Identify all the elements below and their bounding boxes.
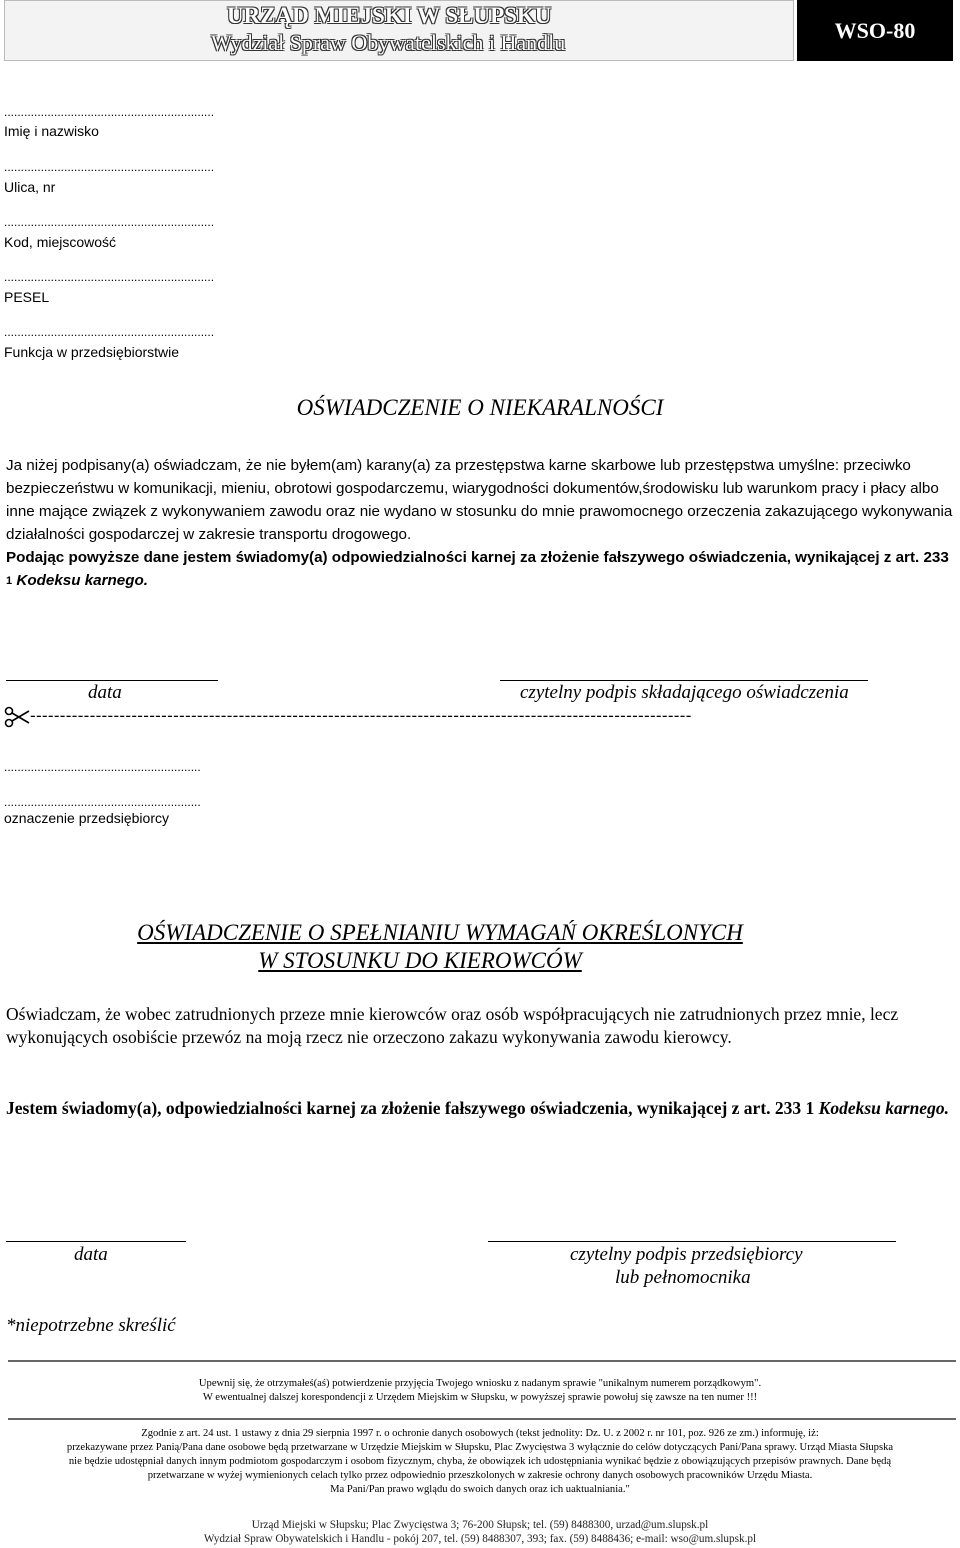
form-code-badge: WSO-80	[797, 0, 953, 61]
date-line-2[interactable]	[6, 1241, 186, 1242]
date-label-1: data	[88, 682, 122, 703]
field-pesel-label: PESEL	[4, 289, 50, 305]
field-city-line[interactable]: ...............................................................	[4, 215, 215, 229]
section-symbol: 1	[6, 575, 13, 587]
divider-middle	[8, 1418, 956, 1420]
privacy-line-4: przetwarzane w wyżej wymienionych celach tylko przez odpowiednio przeszkolonych w zakresie ochrony danych osobowych pracowników Urzędu Miasta.	[147, 1470, 813, 1481]
notice-line-1: Upewnij się, że otrzymałeś(aś) potwierdzenie przyjęcia Twojego wniosku z nadanym sprawie "unikalnym numerem porządkowym".	[198, 1378, 762, 1389]
section2-title-line2: W STOSUNKU DO KIEROWCÓW	[258, 948, 582, 973]
privacy-line-3: nie będzie udostępniał danych innym podmiotom gospodarczym i osobom fizycznym, chyba, że obowiązek ich udostępniania wynikać będzie z obowiązujących przepisów prawnych. Dane będą	[68, 1456, 892, 1467]
divider-top	[8, 1360, 956, 1362]
signature-line-1[interactable]	[500, 680, 868, 681]
section1-bold-statement: Podając powyższe dane jestem świadomy(a) odpowiedzialności karnej za złożenie fałszywego oświadczenia, wynikającej z art. 233	[6, 549, 949, 566]
notice-line-2: W ewentualnej dalszej korespondencji z Urzędem Miejskim w Słupsku, w powyższej sprawie powołuj się zawsze na ten numer !!!	[202, 1392, 758, 1403]
privacy-line-1: Zgodnie z art. 24 ust. 1 ustawy z dnia 29 sierpnia 1997 r. o ochronie danych osobowych (tekst jednolity: Dz. U. z 2002 r. nr 101, poz. 926 ze zm.) informuję, iż:	[141, 1428, 819, 1439]
section2-statement	[6, 1097, 954, 1120]
entrepreneur-line-2[interactable]: ...........................................................	[4, 795, 201, 809]
section1-paragraph: Ja niżej podpisany(a) oświadczam, że nie byłem(am) karany(a) za przestępstwa karne skarbowe lub przestępstwa umyślne: przeciwko bezpieczeństwu w komunikacji, mieniu, obrotowi gospodarczemu, wiarygodności dokumentów,środowisku lub warunkom pracy i płacy albo inne mające związek z wykonywaniem zawodu oraz nie wydano w stosunku do mnie prawomocnego orzeczenia zakazującego wykonywania działalności gospodarczej w zakresie transportu drogowego.	[6, 457, 953, 543]
field-function-line[interactable]: ...............................................................	[4, 325, 215, 339]
date-line-1[interactable]	[6, 680, 218, 681]
privacy-line-5: Ma Pani/Pan prawo wglądu do swoich danych oraz ich uaktualniania."	[330, 1484, 630, 1495]
date-label-2: data	[74, 1244, 108, 1265]
section2-title-line1: OŚWIADCZENIE O SPEŁNIANIU WYMAGAŃ OKREŚLONYCH	[137, 920, 743, 945]
signature-label-1: czytelny podpis składającego oświadczenia	[520, 682, 849, 703]
field-function-label: Funkcja w przedsiębiorstwie	[4, 344, 180, 360]
cut-line: ---------------------------------------------------------------------------------------------------------------	[30, 706, 692, 725]
field-street-label: Ulica, nr	[4, 179, 56, 195]
section1-body	[6, 454, 954, 594]
entrepreneur-label: oznaczenie przedsiębiorcy	[4, 810, 169, 826]
section2-bold-statement: Jestem świadomy(a), odpowiedzialności karnej za złożenie fałszywego oświadczenia, wynikającej z art. 233 1	[6, 1098, 815, 1118]
header-department: Wydział Spraw Obywatelskich i Handlu	[211, 30, 566, 55]
section2-code-ref: Kodeksu karnego.	[818, 1098, 949, 1118]
privacy-line-2: przekazywane przez Panią/Pana dane osobowe będą przetwarzane w Urzędzie Miejskim w Słupsku, Plac Zwycięstwa 3 wyłącznie do celów dotyczących Pani/Pana sprawy. Urząd Miasta Słupska	[66, 1442, 894, 1453]
signature-label-2: czytelny podpis przedsiębiorcy	[570, 1244, 803, 1265]
header-banner	[4, 0, 794, 61]
address-line-2: Wydział Spraw Obywatelskich i Handlu - pokój 207, tel. (59) 8488307, 393; fax. (59) 8488436; e-mail: wso@um.slupsk.pl	[203, 1533, 757, 1545]
section2-paragraph: Oświadczam, że wobec zatrudnionych przeze mnie kierowców oraz osób współpracujących nie zatrudnionych przez mnie, lecz wykonujących osobiście przewóz na moją rzecz nie orzeczono zakazu wykonywania zawodu kierowcy.	[6, 1004, 899, 1047]
field-pesel-line[interactable]: ...............................................................	[4, 270, 215, 284]
address-line-1: Urząd Miejski w Słupsku; Plac Zwycięstwa 3; 76-200 Słupsk; tel. (59) 8488300, urzad@um.slupsk.pl	[251, 1519, 709, 1531]
scissors-icon	[4, 706, 30, 733]
field-street-line[interactable]: ...............................................................	[4, 160, 215, 174]
footnote: *niepotrzebne skreślić	[6, 1315, 176, 1336]
field-name-label: Imię i nazwisko	[4, 123, 99, 139]
signature-line-2[interactable]	[488, 1241, 896, 1242]
section1-code-ref: Kodeksu karnego.	[16, 572, 149, 589]
entrepreneur-line-1[interactable]: ...........................................................	[4, 760, 201, 774]
header-office-name: URZĄD MIEJSKI W SŁUPSKU	[227, 3, 552, 28]
field-name-line[interactable]: ...............................................................	[4, 105, 215, 119]
section1-title: OŚWIADCZENIE O NIEKARALNOŚCI	[296, 395, 664, 420]
field-city-label: Kod, miejscowość	[4, 234, 117, 250]
signature-label-2b: lub pełnomocnika	[615, 1267, 751, 1288]
